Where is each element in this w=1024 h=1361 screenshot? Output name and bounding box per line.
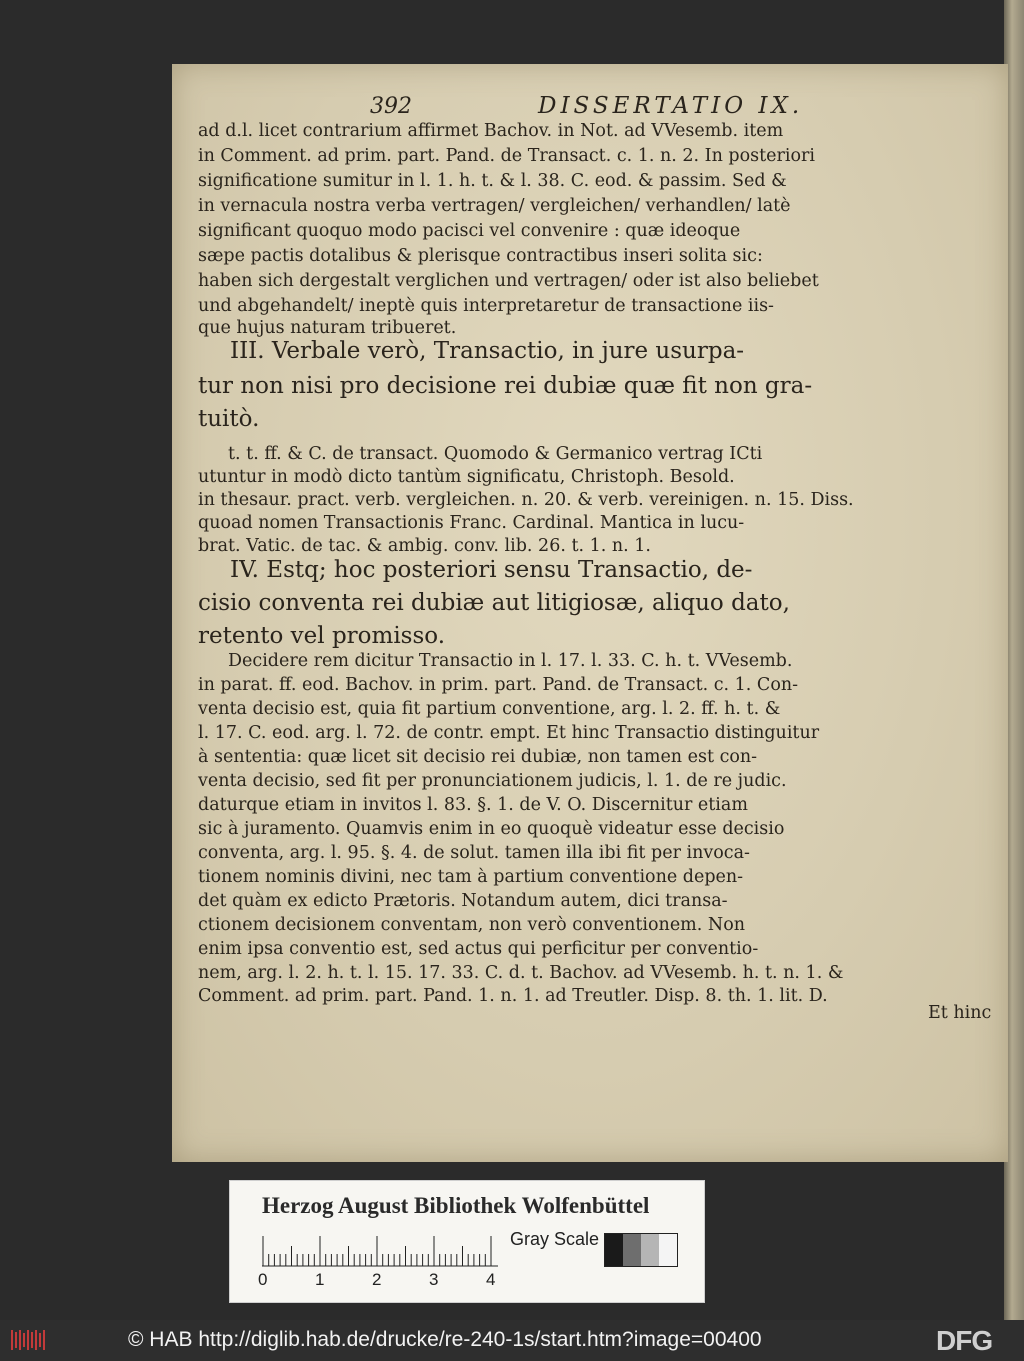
section-3-heading: III. Verbale verò, Transactio, in jure usurpa- <box>230 338 745 364</box>
running-title: DISSERTATIO IX. <box>538 93 804 119</box>
section-4-line: retento vel promisso. <box>198 623 446 649</box>
ruler-number: 4 <box>486 1270 496 1289</box>
ruler-scale <box>262 1233 512 1267</box>
note-line: conventa, arg. l. 95. §. 4. de solut. tamen illa ibi fit per invoca- <box>198 843 750 863</box>
note-line: ctionem decisionem conventam, non verò conventionem. Non <box>198 915 746 935</box>
body-line: significant quoquo modo pacisci vel convenire : quæ ideoque <box>198 221 741 241</box>
body-line: sæpe pactis dotalibus & plerisque contractibus inseri solita sic: <box>198 246 763 266</box>
section-3-line: tuitò. <box>198 406 260 432</box>
dfg-logo: DFG <box>936 1325 993 1356</box>
note-line: daturque etiam in invitos l. 83. §. 1. de V. O. Discernitur etiam <box>198 795 748 815</box>
copyright-url: © HAB http://diglib.hab.de/drucke/re-240-1s/start.htm?image=00400 <box>128 1328 762 1351</box>
note-line: Decidere rem dicitur Transactio in l. 17. l. 33. C. h. t. VVesemb. <box>228 651 793 671</box>
color-calibration-target <box>229 1180 705 1303</box>
section-4-heading: IV. Estq; hoc posteriori sensu Transactio, de- <box>230 557 753 583</box>
gray-swatch <box>641 1234 659 1266</box>
body-line: significatione sumitur in l. 1. h. t. & l. 38. C. eod. & passim. Sed & <box>198 171 787 191</box>
body-line: in Comment. ad prim. part. Pand. de Transact. c. 1. n. 2. In posteriori <box>198 146 815 166</box>
note-line: à sententia: quæ licet sit decisio rei dubiæ, non tamen est con- <box>198 747 758 767</box>
ruler-number: 1 <box>315 1270 325 1289</box>
note-line: t. t. ff. & C. de transact. Quomodo & Germanico vertrag ICti <box>228 444 763 464</box>
ruler-number: 3 <box>429 1270 439 1289</box>
body-line: in vernacula nostra verba vertragen/ vergleichen/ verhandlen/ latè <box>198 196 791 216</box>
body-line: que hujus naturam tribueret. <box>198 318 457 338</box>
note-line: l. 17. C. eod. arg. l. 72. de contr. empt. Et hinc Transactio distinguitur <box>198 723 820 743</box>
note-line: venta decisio, sed fit per pronunciationem judicis, l. 1. de re judic. <box>198 771 787 791</box>
note-line: sic à juramento. Quamvis enim in eo quoquè videatur esse decisio <box>198 819 785 839</box>
note-line: nem, arg. l. 2. h. t. l. 15. 17. 33. C. d. t. Bachov. ad VVesemb. h. t. n. 1. & <box>198 963 844 983</box>
page-number: 392 <box>370 94 412 119</box>
catchword: Et hinc <box>928 1003 992 1023</box>
section-3-line: tur non nisi pro decisione rei dubiæ quæ fit non gra- <box>198 373 813 399</box>
section-4-line: cisio conventa rei dubiæ aut litigiosæ, aliquo dato, <box>198 590 790 616</box>
note-line: utuntur in modò dicto tantùm significatu, Christoph. Besold. <box>198 467 735 487</box>
ruler-number: 0 <box>258 1270 268 1289</box>
gray-scale-label: Gray Scale <box>510 1229 600 1249</box>
body-line: und abgehandelt/ ineptè quis interpretaretur de transactione iis- <box>198 296 774 316</box>
viewer-footer <box>0 1320 1024 1361</box>
note-line: in parat. ff. eod. Bachov. in prim. part. Pand. de Transact. c. 1. Con- <box>198 675 799 695</box>
note-line: quoad nomen Transactionis Franc. Cardinal. Mantica in lucu- <box>198 513 745 533</box>
hab-logo-icon <box>10 1328 46 1352</box>
gray-swatch <box>605 1234 623 1266</box>
note-line: tionem nominis divini, nec tam à partium conventione depen- <box>198 867 744 887</box>
ruler-number: 2 <box>372 1270 382 1289</box>
note-line: venta decisio est, quia fit partium conventione, arg. l. 2. ff. h. t. & <box>198 699 781 719</box>
institution-name: Herzog August Bibliothek Wolfenbüttel <box>262 1193 650 1218</box>
note-line: Comment. ad prim. part. Pand. 1. n. 1. ad Treutler. Disp. 8. th. 1. lit. D. <box>198 986 828 1006</box>
body-line: haben sich dergestalt verglichen und vertragen/ oder ist also beliebet <box>198 271 819 291</box>
note-line: in thesaur. pract. verb. vergleichen. n. 20. & verb. vereinigen. n. 15. Diss. <box>198 490 854 510</box>
gray-swatch <box>659 1234 677 1266</box>
body-line: ad d.l. licet contrarium affirmet Bachov. in Not. ad VVesemb. item <box>198 121 784 141</box>
gray-swatch <box>623 1234 641 1266</box>
note-line: det quàm ex edicto Prætoris. Notandum autem, dici transa- <box>198 891 728 911</box>
note-line: enim ipsa conventio est, sed actus qui perficitur per conventio- <box>198 939 759 959</box>
gray-scale-swatches <box>604 1233 678 1267</box>
note-line: brat. Vatic. de tac. & ambig. conv. lib. 26. t. 1. n. 1. <box>198 536 651 556</box>
